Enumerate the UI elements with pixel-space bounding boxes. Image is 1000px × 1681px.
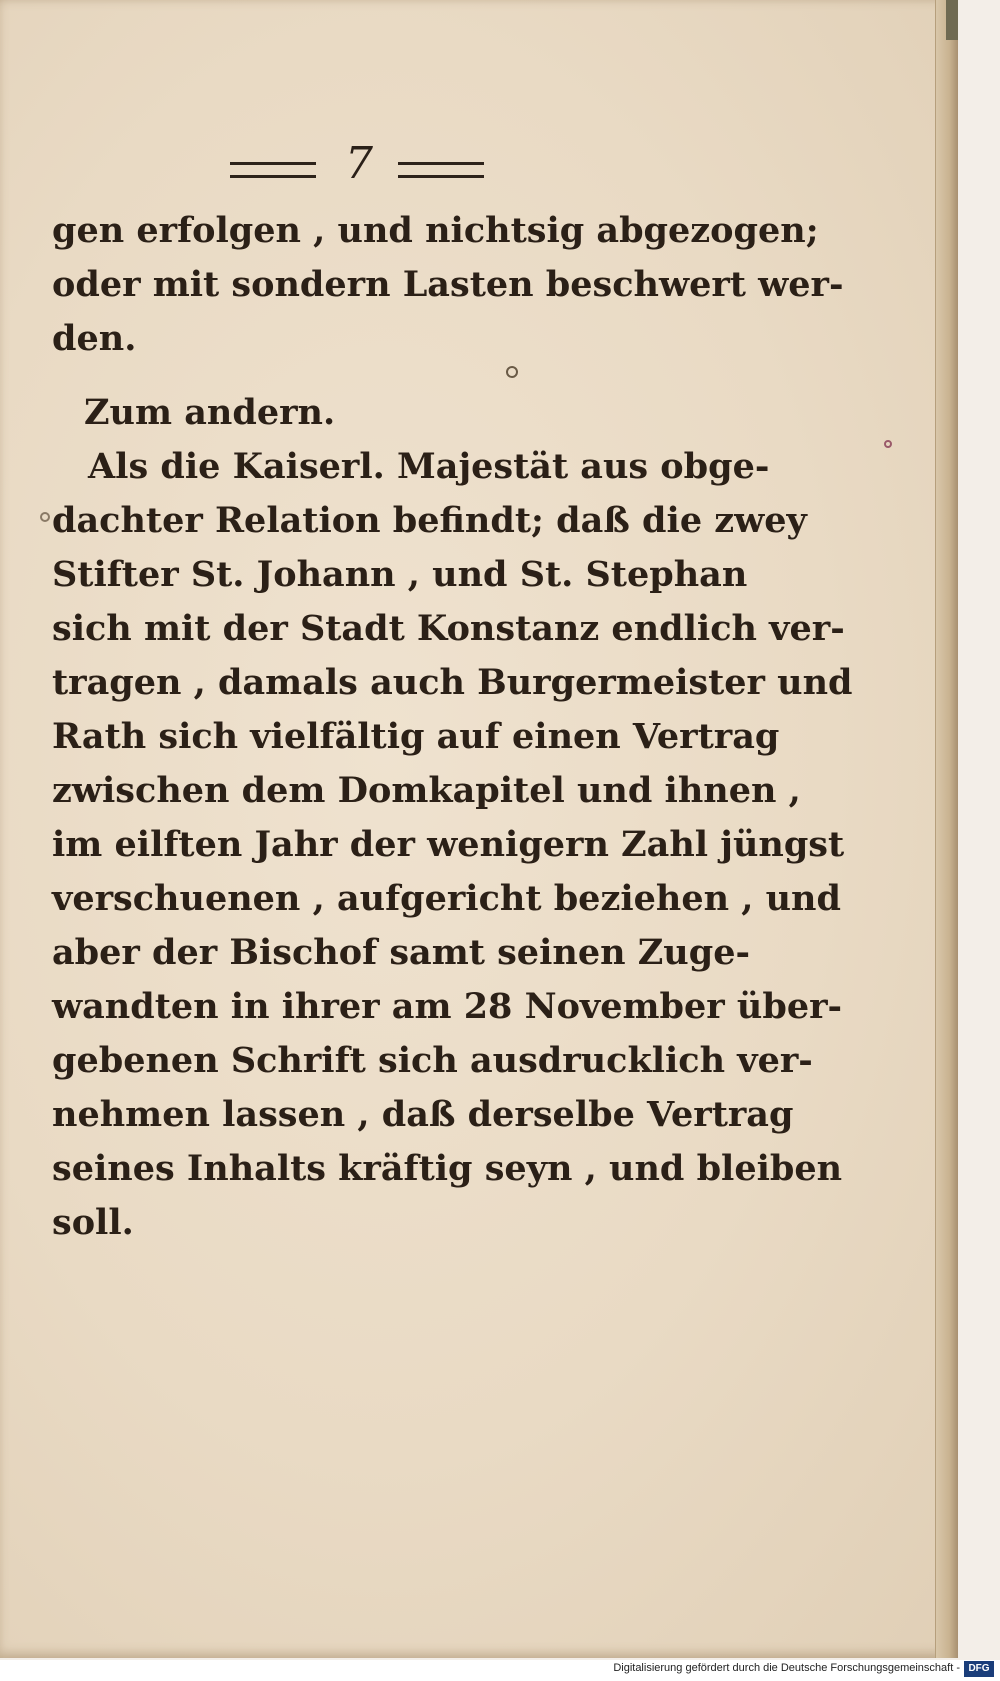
ink-speck <box>884 440 892 448</box>
text-line: aber der Bischof samt seinen Zuge- <box>52 932 750 973</box>
text-line: Als die Kaiserl. Majestät aus obge- <box>88 446 770 487</box>
header-rule-left <box>230 162 316 178</box>
ink-speck <box>506 366 518 378</box>
text-line: Stifter St. Johann , und St. Stephan <box>52 554 748 595</box>
page-edge <box>935 0 958 1658</box>
text-line: zwischen dem Domkapitel und ihnen , <box>52 770 801 811</box>
text-line: oder mit sondern Lasten beschwert wer- <box>52 264 844 305</box>
text-line: Rath sich vielfältig auf einen Vertrag <box>52 716 780 757</box>
text-line: gen erfolgen , und nichtsig abgezogen; <box>52 210 819 251</box>
section-heading: Zum andern. <box>84 392 336 433</box>
binding-corner <box>946 0 958 40</box>
page-header <box>230 138 490 198</box>
text-line: sich mit der Stadt Konstanz endlich ver- <box>52 608 845 649</box>
text-line: verschuenen , aufgericht beziehen , und <box>52 878 841 919</box>
text-line: seines Inhalts kräftig seyn , und bleiben <box>52 1148 843 1189</box>
text-line: wandten in ihrer am 28 November über- <box>52 986 843 1027</box>
text-line: gebenen Schrift sich ausdrucklich ver- <box>52 1040 813 1081</box>
footer-bar <box>0 1660 1000 1681</box>
header-rule-right <box>398 162 484 178</box>
dfg-logo: DFG <box>964 1661 994 1677</box>
page-number: 7 <box>345 138 373 189</box>
text-line: den. <box>52 318 137 359</box>
text-line: soll. <box>52 1202 134 1243</box>
text-line: nehmen lassen , daß derselbe Vertrag <box>52 1094 794 1135</box>
text-line: tragen , damals auch Burgermeister und <box>52 662 853 703</box>
ink-speck <box>40 512 50 522</box>
text-line: dachter Relation befindt; daß die zwey <box>52 500 807 541</box>
footer-credit: Digitalisierung gefördert durch die Deutsche Forschungsgemeinschaft - <box>613 1662 960 1674</box>
text-line: im eilften Jahr der wenigern Zahl jüngst <box>52 824 845 865</box>
